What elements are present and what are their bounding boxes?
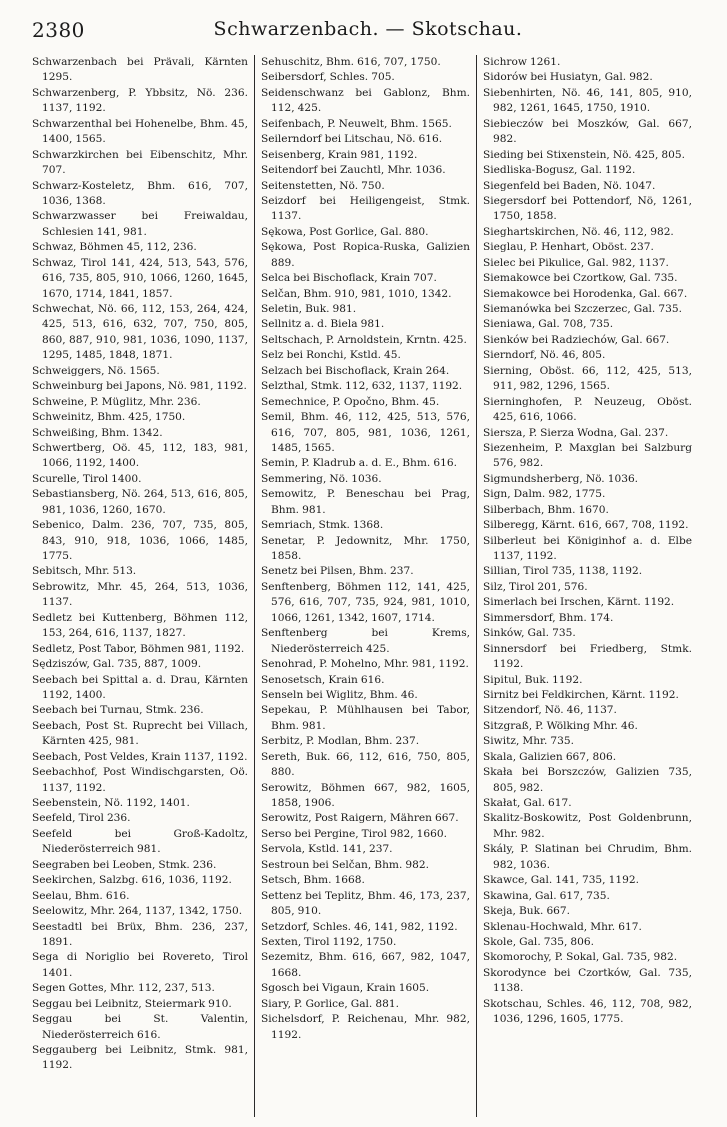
index-entry: Serowitz, Post Raigern, Mähren 667. (261, 812, 459, 825)
index-entry: Sepekau, P. Mühlhausen bei Tabor, Bhm. 981. (261, 704, 470, 732)
page-header (28, 14, 708, 44)
index-entry: Siemakowce bei Horodenka, Gal. 667. (483, 287, 688, 300)
index-entry: Seekirchen, Salzbg. 616, 1036, 1192. (32, 874, 232, 887)
index-entry: Semechnice, P. Opočno, Bhm. 45. (261, 395, 440, 408)
index-entry: Seegraben bei Leoben, Stmk. 236. (32, 858, 217, 871)
index-entry: Sedletz bei Kuttenberg, Böhmen 112, 153, 264, 616, 1137, 1827. (32, 611, 248, 640)
page-number: 2380 (32, 18, 85, 42)
index-entry: Semriach, Stmk. 1368. (261, 519, 384, 532)
index-entry: Senosetsch, Krain 616. (261, 673, 385, 686)
index-entry: Sieglau, P. Henhart, Oböst. 237. (483, 241, 654, 254)
index-entry: Schwarzkirchen bei Eibenschitz, Mhr. 707. (32, 148, 248, 177)
index-entry: Sienków bei Radziechów, Gal. 667. (483, 333, 670, 346)
index-entry: Seletin, Buk. 981. (261, 303, 357, 315)
index-entry: Seefeld, Tirol 236. (32, 812, 131, 825)
index-entry: Skeja, Buk. 667. (483, 905, 571, 918)
index-entry: Schweinitz, Bhm. 425, 1750. (32, 411, 186, 424)
index-entry: Seggauberg bei Leibnitz, Stmk. 981, 1192. (32, 1044, 248, 1072)
index-entry: Siezenheim, P. Maxglan bei Salzburg 576, 982. (483, 441, 692, 470)
index-entry: Sezemitz, Bhm. 616, 667, 982, 1047, 1668. (261, 951, 470, 979)
index-entry: Seggau bei Leibnitz, Steiermark 910. (32, 997, 232, 1010)
index-columns (32, 55, 700, 1117)
index-entry: Seidenschwanz bei Gablonz, Bhm. 112, 425. (261, 86, 470, 115)
index-entry: Seebenstein, Nö. 1192, 1401. (32, 797, 190, 809)
index-entry: Schwechat, Nö. 66, 112, 153, 264, 424, 425, 513, 616, 632, 707, 750, 805, 860, 887, 910, 981, 1036, 1090, 1137, 1295, 1485, 1848, 1871. (32, 303, 248, 362)
index-entry: Semowitz, P. Beneschau bei Prag, Bhm. 981. (261, 488, 470, 516)
index-entry: Sellnitz a. d. Biela 981. (261, 318, 385, 331)
index-entry: Sędziszów, Gal. 735, 887, 1009. (32, 658, 202, 671)
index-entry: Seebach bei Turnau, Stmk. 236. (32, 704, 204, 717)
index-entry: Sidorów bei Husiatyn, Gal. 982. (483, 71, 653, 84)
index-entry: Sinnersdorf bei Friedberg, Stmk. 1192. (483, 642, 692, 671)
column-2 (254, 55, 476, 1117)
index-entry: Settenz bei Teplitz, Bhm. 46, 173, 237, 805, 910. (261, 889, 470, 918)
index-entry: Seitenstetten, Nö. 750. (261, 179, 385, 192)
index-entry: Serowitz, Böhmen 667, 982, 1605, 1858, 1906. (261, 781, 470, 809)
index-entry: Schwarzenbach bei Prävali, Kärnten 1295. (32, 56, 248, 84)
index-entry: Schweißing, Bhm. 1342. (32, 426, 163, 439)
index-entry: Seisenberg, Krain 981, 1192. (261, 148, 418, 161)
index-entry: Sękowa, Post Ropica-Ruska, Galizien 889. (261, 241, 470, 269)
index-entry: Sega di Noriglio bei Rovereto, Tirol 1401. (32, 951, 248, 979)
index-entry: Skalitz-Boskowitz, Post Goldenbrunn, Mhr. 982. (483, 812, 692, 840)
index-entry: Siemakowce bei Czortkow, Gal. 735. (483, 272, 678, 285)
index-entry: Sipitul, Buk. 1192. (483, 673, 583, 686)
index-entry: Sexten, Tirol 1192, 1750. (261, 935, 397, 948)
index-entry: Sichelsdorf, P. Reichenau, Mhr. 982, 1192. (261, 1013, 470, 1041)
index-entry: Sereth, Buk. 66, 112, 616, 750, 805, 880. (261, 750, 470, 779)
index-entry: Sieding bei Stixenstein, Nö. 425, 805. (483, 148, 685, 161)
index-entry: Setzdorf, Schles. 46, 141, 982, 1192. (261, 920, 458, 933)
index-entry: Senseln bei Wiglitz, Bhm. 46. (261, 688, 418, 701)
index-entry: Skawce, Gal. 141, 735, 1192. (483, 874, 639, 887)
index-entry: Sigmundsherberg, Nö. 1036. (483, 472, 639, 485)
index-entry: Sierndorf, Nö. 46, 805. (483, 349, 606, 362)
index-entry: Sierning, Oböst. 66, 112, 425, 513, 911, 982, 1296, 1565. (483, 364, 692, 393)
index-entry: Seelowitz, Mhr. 264, 1137, 1342, 1750. (32, 905, 243, 918)
index-entry: Seizdorf bei Heiligengeist, Stmk. 1137. (261, 194, 470, 223)
index-entry: Sierninghofen, P. Neuzeug, Oböst. 425, 616, 1066. (483, 395, 692, 424)
index-entry: Silberleut bei Königinhof a. d. Elbe 1137, 1192. (483, 534, 692, 562)
index-entry: Siebieczów bei Moszków, Gal. 667, 982. (483, 117, 692, 146)
index-entry: Siegersdorf bei Pottendorf, Nö, 1261, 1750, 1858. (483, 194, 692, 223)
index-entry: Sitzgraß, P. Wölking Mhr. 46. (483, 719, 638, 732)
index-entry: Skály, P. Slatinan bei Chrudim, Bhm. 982, 1036. (483, 843, 692, 871)
index-entry: Siary, P. Gorlice, Gal. 881. (261, 997, 399, 1010)
index-entry: Schwertberg, Oö. 45, 112, 183, 981, 1066, 1192, 1400. (32, 441, 248, 470)
index-entry: Simerlach bei Irschen, Kärnt. 1192. (483, 596, 675, 609)
index-entry: Semil, Bhm. 46, 112, 425, 513, 576, 616, 707, 805, 981, 1036, 1261, 1485, 1565. (261, 411, 470, 454)
index-entry: Skałat, Gal. 617. (483, 797, 572, 809)
index-entry: Selčan, Bhm. 910, 981, 1010, 1342. (261, 287, 452, 300)
index-entry: Siemanówka bei Szczerzec, Gal. 735. (483, 303, 682, 315)
index-entry: Senftenberg, Böhmen 112, 141, 425, 576, 616, 707, 735, 924, 981, 1010, 1066, 1261, 1342, 1607, 1714. (261, 580, 470, 624)
index-entry: Scurelle, Tirol 1400. (32, 472, 142, 485)
index-entry: Sign, Dalm. 982, 1775. (483, 488, 606, 501)
index-entry: Senftenberg bei Krems, Niederösterreich 425. (261, 627, 470, 655)
index-entry: Sedletz, Post Tabor, Böhmen 981, 1192. (32, 642, 245, 655)
index-entry: Sestroun bei Selčan, Bhm. 982. (261, 858, 429, 871)
index-entry: Siebenhirten, Nö. 46, 141, 805, 910, 982, 1261, 1645, 1750, 1910. (483, 86, 692, 115)
index-entry: Seggau bei St. Valentin, Niederösterreich 616. (32, 1013, 248, 1041)
index-entry: Schweinburg bei Japons, Nö. 981, 1192. (32, 380, 247, 393)
index-entry: Seifenbach, P. Neuwelt, Bhm. 1565. (261, 117, 452, 130)
running-title: Schwarzenbach. — Skotschau. (213, 18, 523, 40)
index-entry: Sgosch bei Vigaun, Krain 1605. (261, 982, 430, 995)
index-entry: Sebenico, Dalm. 236, 707, 735, 805, 843, 910, 918, 1036, 1066, 1485, 1775. (32, 519, 248, 562)
index-entry: Seilerndorf bei Litschau, Nö. 616. (261, 133, 443, 146)
index-entry: Seefeld bei Groß-Kadoltz, Niederösterreich 981. (32, 827, 248, 856)
index-entry: Seebach bei Spittal a. d. Drau, Kärnten 1192, 1400. (32, 673, 248, 701)
column-3 (476, 55, 698, 1117)
index-entry: Senetar, P. Jedownitz, Mhr. 1750, 1858. (261, 534, 470, 562)
index-entry: Sklenau-Hochwald, Mhr. 617. (483, 920, 642, 933)
index-entry: Selzthal, Stmk. 112, 632, 1137, 1192. (261, 380, 463, 393)
index-entry: Senetz bei Pilsen, Bhm. 237. (261, 565, 414, 578)
index-entry: Serso bei Pergine, Tirol 982, 1660. (261, 827, 447, 840)
index-entry: Schweiggers, Nö. 1565. (32, 364, 160, 377)
index-entry: Siersza, P. Sierza Wodna, Gal. 237. (483, 426, 669, 439)
index-entry: Sebastiansberg, Nö. 264, 513, 616, 805, 981, 1036, 1260, 1670. (32, 488, 248, 516)
index-entry: Seebachhof, Post Windischgarsten, Oö. 1137, 1192. (32, 766, 248, 794)
index-entry: Serbitz, P. Modlan, Bhm. 237. (261, 735, 420, 748)
index-entry: Sirnitz bei Feldkirchen, Kärnt. 1192. (483, 688, 679, 701)
index-entry: Servola, Kstld. 141, 237. (261, 843, 393, 856)
index-entry: Schweine, P. Müglitz, Mhr. 236. (32, 395, 201, 408)
index-entry: Siegenfeld bei Baden, Nö. 1047. (483, 179, 656, 192)
index-entry: Seebach, Post St. Ruprecht bei Villach, Kärnten 425, 981. (32, 719, 248, 748)
index-entry: Seebach, Post Veldes, Krain 1137, 1192. (32, 750, 248, 763)
index-entry: Setsch, Bhm. 1668. (261, 874, 365, 887)
index-entry: Skala, Galizien 667, 806. (483, 750, 617, 763)
index-entry: Siwitz, Mhr. 735. (483, 735, 574, 748)
index-entry: Selz bei Ronchi, Kstld. 45. (261, 349, 401, 362)
index-entry: Sebrowitz, Mhr. 45, 264, 513, 1036, 1137. (32, 580, 248, 609)
index-entry: Semmering, Nö. 1036. (261, 472, 382, 485)
index-entry: Seltschach, P. Arnoldstein, Krntn. 425. (261, 333, 467, 346)
index-entry: Silberbach, Bhm. 1670. (483, 503, 609, 516)
index-entry: Schwaz, Tirol 141, 424, 513, 543, 576, 616, 735, 805, 910, 1066, 1260, 1645, 1670, 1714, 1841, 1857. (32, 256, 248, 300)
index-entry: Schwaz, Böhmen 45, 112, 236. (32, 241, 197, 254)
index-entry: Segen Gottes, Mhr. 112, 237, 513. (32, 982, 215, 995)
index-entry: Siedliska-Bogusz, Gal. 1192. (483, 164, 636, 177)
index-entry: Schwarz-Kosteletz, Bhm. 616, 707, 1036, 1368. (32, 179, 248, 207)
index-entry: Skorodynce bei Czortków, Gal. 735, 1138. (483, 966, 692, 995)
index-entry: Skotschau, Schles. 46, 112, 708, 982, 1036, 1296, 1605, 1775. (483, 997, 692, 1026)
index-entry: Schwarzenberg, P. Ybbsitz, Nö. 236. 1137, 1192. (32, 86, 248, 115)
index-entry: Skole, Gal. 735, 806. (483, 935, 594, 948)
column-1 (32, 55, 254, 1117)
index-entry: Sękowa, Post Gorlice, Gal. 880. (261, 225, 429, 238)
index-entry: Selzach bei Bischoflack, Krain 264. (261, 364, 450, 377)
index-entry: Schwarzenthal bei Hohenelbe, Bhm. 45, 1400, 1565. (32, 117, 248, 146)
index-entry: Semin, P. Kladrub a. d. E., Bhm. 616. (261, 457, 457, 470)
index-entry: Sieghartskirchen, Nö. 46, 112, 982. (483, 225, 674, 238)
index-entry: Skała bei Borszczów, Galizien 735, 805, 982. (483, 766, 692, 794)
index-entry: Sebitsch, Mhr. 513. (32, 565, 137, 578)
index-entry: Seitendorf bei Zauchtl, Mhr. 1036. (261, 164, 446, 177)
index-entry: Silz, Tirol 201, 576. (483, 580, 588, 593)
index-entry: Simmersdorf, Bhm. 174. (483, 611, 614, 624)
index-entry: Seibersdorf, Schles. 705. (261, 71, 395, 84)
index-entry: Skawina, Gal. 617, 735. (483, 889, 610, 902)
index-entry: Seestadtl bei Brüx, Bhm. 236, 237, 1891. (32, 920, 248, 948)
index-entry: Senohrad, P. Mohelno, Mhr. 981, 1192. (261, 658, 469, 671)
index-entry: Sichrow 1261. (483, 56, 561, 68)
index-entry: Sinków, Gal. 735. (483, 627, 576, 640)
index-entry: Schwarzwasser bei Freiwaldau, Schlesien 141, 981. (32, 210, 248, 238)
index-entry: Sitzendorf, Nö. 46, 1137. (483, 704, 617, 717)
index-entry: Sillian, Tirol 735, 1138, 1192. (483, 565, 643, 578)
index-entry: Sehuschitz, Bhm. 616, 707, 1750. (261, 56, 441, 68)
index-entry: Seelau, Bhm. 616. (32, 889, 130, 902)
index-entry: Silberegg, Kärnt. 616, 667, 708, 1192. (483, 519, 689, 532)
index-entry: Skomorochy, P. Sokal, Gal. 735, 982. (483, 951, 678, 964)
index-entry: Sielec bei Pikulice, Gal. 982, 1137. (483, 256, 669, 269)
index-entry: Selca bei Bischoflack, Krain 707. (261, 272, 437, 285)
index-entry: Sieniawa, Gal. 708, 735. (483, 318, 614, 331)
